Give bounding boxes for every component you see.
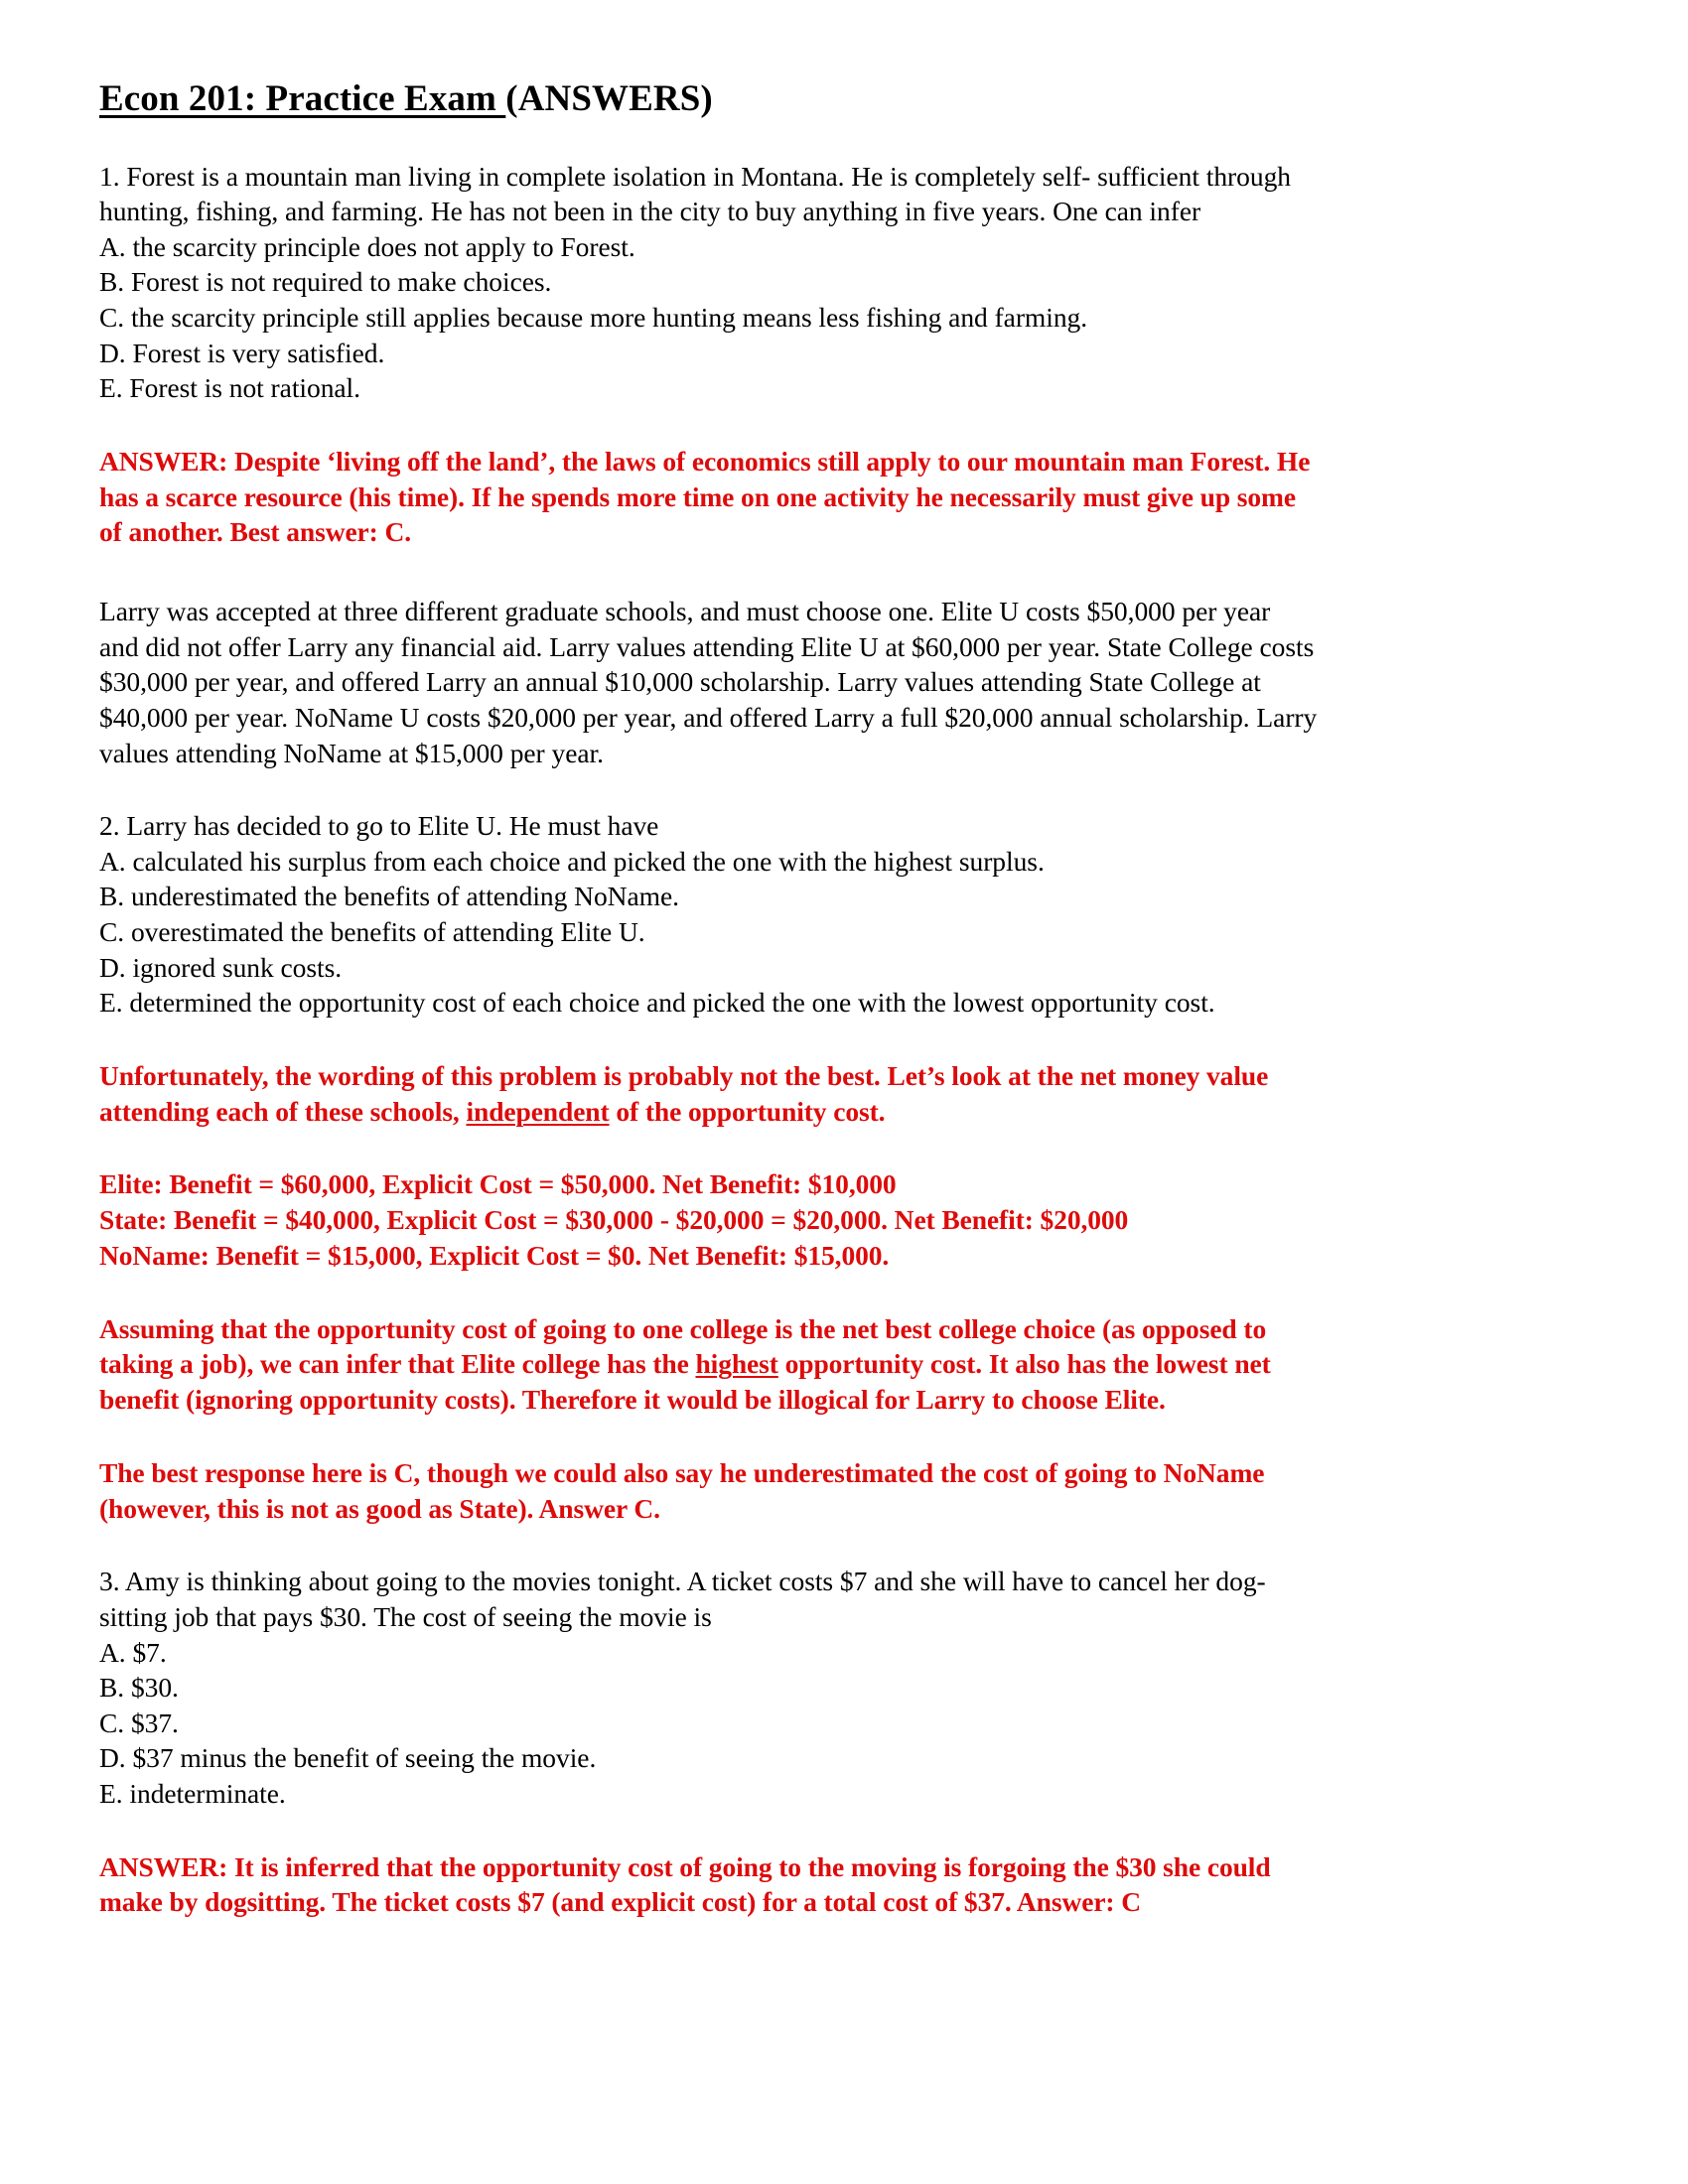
question-2-choice-c: C. overestimated the benefits of attending Elite U.: [99, 916, 645, 948]
spacer: [99, 1274, 1594, 1311]
question-3-answer-block: [99, 1849, 1594, 1921]
calc-state: State: Benefit = $40,000, Explicit Cost = $30,000 - $20,000 = $20,000. Net Benefit: $20,000: [99, 1204, 1129, 1236]
scenario-line-1: Larry was accepted at three different graduate schools, and must choose one. Elite U costs $50,000 per year: [99, 596, 1271, 627]
reasoning-line-2-emphasis: highest: [695, 1348, 778, 1380]
spacer: [99, 1129, 1594, 1166]
question-2-reasoning-block: [99, 1311, 1594, 1418]
question-1-answer-block: [99, 444, 1594, 550]
question-1-choice-d: D. Forest is very satisfied.: [99, 337, 385, 368]
question-3-answer-line-1: ANSWER: It is inferred that the opportunity cost of going to the moving is forgoing the $30 she could: [99, 1850, 1271, 1882]
question-1-choice-c: C. the scarcity principle still applies because more hunting means less fishing and farming.: [99, 302, 1088, 334]
question-1-choice-b: B. Forest is not required to make choices.: [99, 266, 552, 298]
question-3-stem-line-2: sitting job that pays $30. The cost of seeing the movie is: [99, 1600, 712, 1632]
question-2-note-line-1: Unfortunately, the wording of this problem is probably not the best. Let’s look at the net money value: [99, 1059, 1269, 1091]
question-3-choice-d: D. $37 minus the benefit of seeing the movie.: [99, 1742, 597, 1774]
scenario-line-3: $30,000 per year, and offered Larry an annual $10,000 scholarship. Larry values attending State College at: [99, 666, 1261, 698]
reasoning-line-2: [99, 1346, 1594, 1382]
question-2-choice-d: D. ignored sunk costs.: [99, 951, 343, 983]
question-2-stem: 2. Larry has decided to go to Elite U. He must have: [99, 810, 659, 842]
question-3-choice-e: E. indeterminate.: [99, 1778, 286, 1810]
page-title: [99, 77, 1594, 121]
question-1-choice-a: A. the scarcity principle does not apply to Forest.: [99, 230, 635, 262]
question-2-conclusion-block: [99, 1455, 1594, 1527]
calc-noname: NoName: Benefit = $15,000, Explicit Cost = $0. Net Benefit: $15,000.: [99, 1239, 890, 1271]
question-3-block: [99, 1564, 1594, 1811]
scenario-line-4: $40,000 per year. NoName U costs $20,000 per year, and offered Larry a full $20,000 annual scholarship. Larry: [99, 702, 1318, 733]
question-2-note-block: [99, 1058, 1594, 1130]
calc-elite: Elite: Benefit = $60,000, Explicit Cost = $50,000. Net Benefit: $10,000: [99, 1168, 897, 1200]
conclusion-line-1: The best response here is C, though we could also say he underestimated the cost of going to NoName: [99, 1456, 1265, 1488]
question-1-block: [99, 159, 1594, 406]
question-1-answer-line-2: has a scarce resource (his time). If he spends more time on one activity he necessarily must give up some: [99, 480, 1296, 512]
spacer: [99, 550, 1594, 594]
spacer: [99, 1526, 1594, 1564]
question-2-choice-a: A. calculated his surplus from each choice and picked the one with the highest surplus.: [99, 845, 1045, 877]
question-2-note-line-2: [99, 1094, 1594, 1130]
question-1-stem-line-2: hunting, fishing, and farming. He has not been in the city to buy anything in five years. One can infer: [99, 196, 1201, 227]
conclusion-line-2: (however, this is not as good as State). Answer C.: [99, 1492, 660, 1524]
question-3-choice-a: A. $7.: [99, 1636, 167, 1668]
spacer: [99, 770, 1594, 808]
page-title-underlined-part: Econ 201: Practice Exam: [99, 78, 506, 119]
question-1-stem-line-1: 1. Forest is a mountain man living in complete isolation in Montana. He is completely self- sufficient through: [99, 160, 1291, 192]
spacer: [99, 1418, 1594, 1455]
spacer: [99, 1812, 1594, 1849]
reasoning-line-3: benefit (ignoring opportunity costs). Therefore it would be illogical for Larry to choose Elite.: [99, 1384, 1166, 1416]
page-title-tail: (ANSWERS): [505, 78, 713, 119]
question-3-choice-b: B. $30.: [99, 1672, 179, 1704]
reasoning-line-2-suffix: opportunity cost. It also has the lowest net: [777, 1348, 1271, 1380]
question-1-answer-line-3: of another. Best answer: C.: [99, 516, 412, 548]
question-3-choice-c: C. $37.: [99, 1706, 179, 1738]
note-line-2-prefix: attending each of these schools,: [99, 1095, 467, 1127]
scenario-line-2: and did not offer Larry any financial aid. Larry values attending Elite U at $60,000 per year. State College costs: [99, 630, 1315, 662]
question-2-choice-b: B. underestimated the benefits of attending NoName.: [99, 881, 679, 912]
spacer: [99, 1021, 1594, 1058]
note-line-2-suffix: of the opportunity cost.: [609, 1095, 886, 1127]
question-1-choice-e: E. Forest is not rational.: [99, 372, 360, 404]
reasoning-line-2-prefix: taking a job), we can infer that Elite college has the: [99, 1348, 696, 1380]
larry-scenario-block: [99, 594, 1594, 770]
scenario-line-5: values attending NoName at $15,000 per year.: [99, 737, 604, 768]
question-1-answer-line-1: ANSWER: Despite ‘living off the land’, the laws of economics still apply to our mountain man Forest. He: [99, 445, 1311, 477]
spacer: [99, 406, 1594, 444]
question-3-answer-line-2: make by dogsitting. The ticket costs $7 (and explicit cost) for a total cost of $37. Answer: C: [99, 1886, 1142, 1918]
question-2-choice-e: E. determined the opportunity cost of each choice and picked the one with the lowest opportunity cost.: [99, 987, 1215, 1019]
reasoning-line-1: Assuming that the opportunity cost of going to one college is the net best college choice (as opposed to: [99, 1312, 1267, 1344]
net-benefit-calculations: [99, 1166, 1594, 1273]
question-3-stem-line-1: 3. Amy is thinking about going to the movies tonight. A ticket costs $7 and she will have to cancel her dog-: [99, 1566, 1266, 1597]
question-2-block: [99, 808, 1594, 1021]
note-line-2-emphasis: independent: [466, 1095, 610, 1127]
